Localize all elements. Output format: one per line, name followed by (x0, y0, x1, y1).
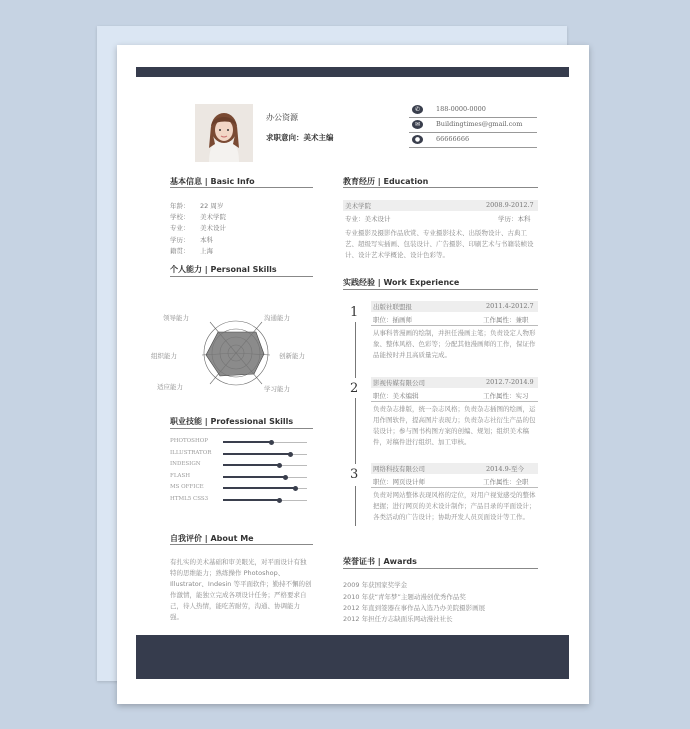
job-intent: 求职意向：美术主编 (266, 133, 334, 142)
award-item: 2012 年直到签器在事作品入选乃办美院摄影画展 (343, 604, 486, 612)
education-major: 专业：美术设计 (345, 215, 391, 223)
skill-label: FLASH (170, 472, 191, 479)
radar-label: 领导能力 (163, 314, 189, 322)
education-period: 2008.9-2012.7 (486, 201, 534, 209)
job-period: 2011.4-2012.7 (486, 302, 534, 310)
skill-label: MS OFFICE (170, 484, 204, 490)
divider (170, 276, 313, 277)
skill-level-dot (269, 440, 274, 445)
contact-qq (409, 133, 537, 148)
radar-label: 沟通能力 (264, 314, 290, 322)
company-name: 影视传媒有限公司 (373, 379, 425, 387)
divider (170, 544, 313, 545)
radar-label: 适应能力 (157, 383, 183, 391)
job-desc: 从事科普漫画的绘制，并担任漫画主笔；负责设定人物形象、整体风格、色彩等；分配其他漫画师的工作，保证作品能按时并且高质量完成。 (373, 329, 536, 359)
timeline-line (355, 322, 356, 378)
info-value: 美术设计 (200, 224, 226, 232)
qq-text: 66666666 (436, 135, 470, 143)
skill-bar (223, 477, 307, 478)
info-label: 年龄： (170, 202, 190, 210)
education-title: 教育经历 | Education (343, 177, 429, 186)
info-value: 上海 (200, 247, 213, 255)
skill-bar-fill (223, 487, 295, 489)
contact-phone (409, 103, 537, 118)
radar-label: 创新能力 (279, 352, 305, 360)
skill-bar (223, 454, 307, 455)
pro-skills-title: 职业技能 | Professional Skills (170, 417, 294, 426)
email-text: Buildingtimes@gmail.com (436, 120, 523, 128)
job-position: 职位：网页设计师 (373, 478, 425, 486)
info-label: 学校： (170, 213, 190, 221)
avatar (195, 104, 253, 162)
skill-label: PHOTOSHOP (170, 438, 208, 444)
info-label: 学历： (170, 236, 190, 244)
skill-bar (223, 442, 307, 443)
education-desc: 专业摄影及摄影作品欣赏、专业摄影技术、出版物设计、古典工艺、超级写实插画、包装设计、广告摄影、印刷艺术与书籍装帧设计、设计艺术学概论、设计色彩等。 (345, 229, 534, 259)
contact-email (409, 118, 537, 133)
top-decor-bar (136, 67, 569, 77)
skill-level-dot (288, 452, 293, 457)
mail-icon: ✉ (412, 120, 423, 129)
divider (343, 289, 538, 290)
about-text: 有扎实的美术基础和审美眼光，对平面设计有独特的思维能力；熟练操作 Photoshop、Illustrator、Indesin 等平面软件；勤持不懈的创作激情，能独立完成各项设计任务；严格要求自己，待人热情，能吃苦耐劳，沟通、协调能力强。 (170, 558, 312, 621)
divider (343, 568, 538, 569)
job-type: 工作属性：全职 (483, 478, 529, 486)
skill-level-dot (293, 486, 298, 491)
job-position: 职位：插画师 (373, 316, 412, 324)
info-label: 专业： (170, 224, 190, 232)
school-name: 美术学院 (345, 202, 371, 210)
skill-bar-fill (223, 499, 279, 501)
skill-level-dot (277, 463, 282, 468)
skill-bar (223, 465, 307, 466)
company-name: 出版社联盟报 (373, 303, 412, 311)
timeline-number: 2 (350, 381, 359, 396)
skill-bar (223, 488, 307, 489)
radar-label: 组织能力 (151, 352, 177, 360)
info-value: 22 周岁 (200, 202, 224, 210)
timeline-number: 1 (350, 305, 359, 320)
job-period: 2012.7-2014.9 (486, 378, 534, 386)
timeline-number: 3 (350, 467, 359, 482)
skill-bar-fill (223, 453, 290, 455)
skill-level-dot (283, 475, 288, 480)
info-value: 美术学院 (200, 213, 226, 221)
phone-icon: ✆ (412, 105, 423, 114)
skill-label: HTML5 CSS3 (170, 495, 209, 502)
job-period: 2014.9-至今 (486, 465, 524, 473)
skill-bar-fill (223, 441, 271, 443)
skill-bar-fill (223, 476, 285, 478)
about-title: 自我评价 | About Me (170, 534, 254, 543)
divider (371, 487, 538, 488)
resume-page (117, 45, 589, 704)
skill-level-dot (277, 498, 282, 503)
skill-bar (223, 500, 307, 501)
award-item: 2009 年获国家奖学金 (343, 581, 408, 589)
divider (170, 428, 313, 429)
timeline-line (355, 486, 356, 526)
radar-label: 学习能力 (264, 385, 290, 393)
person-name: 办公资源 (266, 113, 298, 122)
qq-icon: ● (412, 135, 423, 144)
skill-label: INDESIGN (170, 461, 201, 467)
divider (343, 187, 538, 188)
job-desc: 负责对网站整体表现风格的定位，对用户视觉感受的整体把握；进行网页的美术设计制作；产品目录的平面设计；各类活动的广告设计；协助开发人员页面设计等工作。 (373, 491, 536, 521)
company-name: 网络科技有限公司 (373, 465, 425, 473)
divider (170, 187, 313, 188)
education-degree: 学历：本科 (498, 215, 531, 223)
award-item: 2010 年获“青年梦”主题动漫创优秀作品奖 (343, 593, 466, 601)
timeline-line (355, 398, 356, 464)
job-desc: 负责杂志排版，统一杂志风格；负责杂志插图的绘画，运用作图软件，提高图片表现力；负责杂志社衍生产品的包装设计；参与图书构图方案的创编、规划；组织美术稿件，对稿件进行组织、加工审核。 (373, 405, 536, 446)
info-value: 本科 (200, 236, 213, 244)
awards-title: 荣誉证书 | Awards (343, 557, 417, 566)
basic-info-title: 基本信息 | Basic Info (170, 177, 255, 186)
skill-label: ILLUSTRATOR (170, 449, 212, 456)
personal-skills-title: 个人能力 | Personal Skills (170, 265, 277, 274)
experience-title: 实践经验 | Work Experience (343, 278, 460, 287)
divider (371, 401, 538, 402)
job-position: 职位：美术编辑 (373, 392, 419, 400)
award-item: 2012 年担任方志缺面乐网动漫社社长 (343, 615, 453, 623)
skill-bar-fill (223, 464, 279, 466)
info-label: 籍贯： (170, 247, 190, 255)
phone-text: 188-0000-0000 (436, 105, 486, 113)
bottom-decor-bar (136, 635, 569, 679)
divider (371, 325, 538, 326)
job-type: 工作属性：兼职 (483, 316, 529, 324)
job-type: 工作属性：实习 (483, 392, 529, 400)
